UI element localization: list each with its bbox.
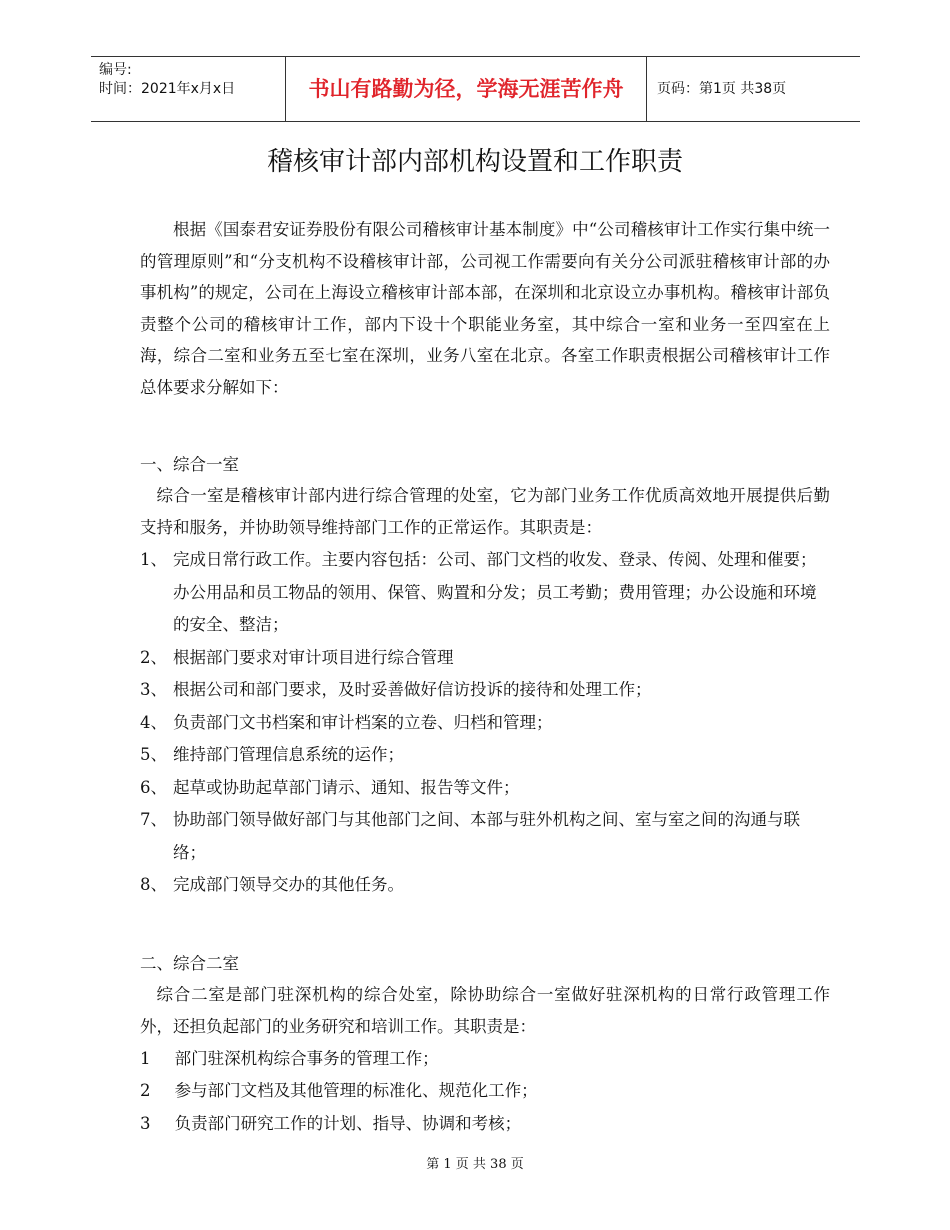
- item-number: 5、: [140, 745, 167, 764]
- header-page-info: 页码：第1页 共38页: [657, 81, 787, 97]
- section-intro: 综合一室是稽核审计部内进行综合管理的处室，它为部门业务工作优质高效地开展提供后勤支持和服务，并协助领导维持部门工作的正常运作。其职责是：: [140, 486, 830, 537]
- list-item: [140, 544, 830, 642]
- item-text: 维持部门管理信息系统的运作；: [173, 745, 404, 764]
- item-number: 6、: [140, 777, 167, 797]
- item-number: 2: [140, 1081, 151, 1100]
- section-general-office-1: [140, 449, 830, 902]
- item-text: 完成日常行政工作。主要内容包括：公司、部门文档的收发、登录、传阅、处理和催要；办公用品和员工物品的领用、保管、购置和分发；员工考勤；费用管理；办公设施和环境的安全、整洁；: [173, 550, 817, 634]
- item-text: 根据公司和部门要求，及时妥善做好信访投诉的接待和处理工作；: [173, 680, 652, 699]
- item-number: 1: [140, 1048, 151, 1068]
- item-number: 7、: [140, 810, 167, 829]
- document-title: 稽核审计部内部机构设置和工作职责: [266, 147, 683, 177]
- intro-paragraph: 根据《国泰君安证券股份有限公司稽核审计基本制度》中“公司稽核审计工作实行集中统一的管理原则”和“分支机构不设稽核审计部，公司视工作需要向有关分公司派驻稽核审计部的办事机构”的规定，公司在上海设立稽核审计部本部，在深圳和北京设立办事机构。稽核审计部负责整个公司的稽核审计工作，部内下设十个职能业务室，其中综合一室和业务一至四室在上海，综合二室和业务五至七室在深圳，业务八室在北京。各室工作职责根据公司稽核审计工作总体要求分解如下：: [140, 220, 830, 397]
- section-general-office-2: [140, 948, 830, 1141]
- item-text: 协助部门领导做好部门与其他部门之间、本部与驻外机构之间、室与室之间的沟通与联络；: [173, 810, 800, 862]
- item-text: 起草或协助起草部门请示、通知、报告等文件；: [173, 777, 520, 797]
- item-number: 3、: [140, 680, 167, 699]
- page-header: [91, 56, 860, 122]
- list-item: [140, 869, 830, 902]
- item-text: 负责部门文书档案和审计档案的立卷、归档和管理；: [173, 712, 553, 732]
- item-text: 完成部门领导交办的其他任务。: [173, 875, 404, 894]
- item-number: 3: [140, 1113, 151, 1133]
- page-footer: 第 1 页 共 38 页: [426, 1157, 524, 1172]
- item-number: 4、: [140, 712, 167, 732]
- list-item: [140, 642, 830, 675]
- list-item: [140, 707, 830, 740]
- item-number: 1、: [140, 550, 167, 569]
- list-item: [140, 674, 830, 707]
- section-heading: 二、综合二室: [140, 953, 239, 973]
- header-meta: [91, 57, 285, 121]
- document-time-label: 时间：2021年x月x日: [99, 81, 236, 97]
- section-intro: 综合二室是部门驻深机构的综合处室，除协助综合一室做好驻深机构的日常行政管理工作外，还担负起部门的业务研究和培训工作。其职责是：: [140, 984, 830, 1036]
- item-text: 参与部门文档及其他管理的标准化、规范化工作；: [174, 1081, 538, 1100]
- list-item: [140, 772, 830, 805]
- header-motto: 书山有路勤为径，学海无涯苦作舟: [285, 57, 647, 121]
- document-body: [140, 214, 830, 1140]
- item-number: 2、: [140, 647, 167, 667]
- list-item: [140, 804, 830, 869]
- list-item: [140, 1043, 830, 1076]
- item-text: 负责部门研究工作的计划、指导、协调和考核；: [174, 1113, 522, 1133]
- section-heading: 一、综合一室: [140, 455, 239, 474]
- list-item: [140, 1075, 830, 1108]
- list-item: [140, 739, 830, 772]
- item-number: 8、: [140, 875, 167, 894]
- duty-list: [140, 544, 830, 902]
- document-number-label: 编号:: [99, 62, 132, 78]
- item-text: 部门驻深机构综合事务的管理工作；: [174, 1048, 439, 1068]
- list-item: [140, 1108, 830, 1141]
- duty-list: [140, 1043, 830, 1141]
- item-text: 根据部门要求对审计项目进行综合管理: [173, 647, 454, 667]
